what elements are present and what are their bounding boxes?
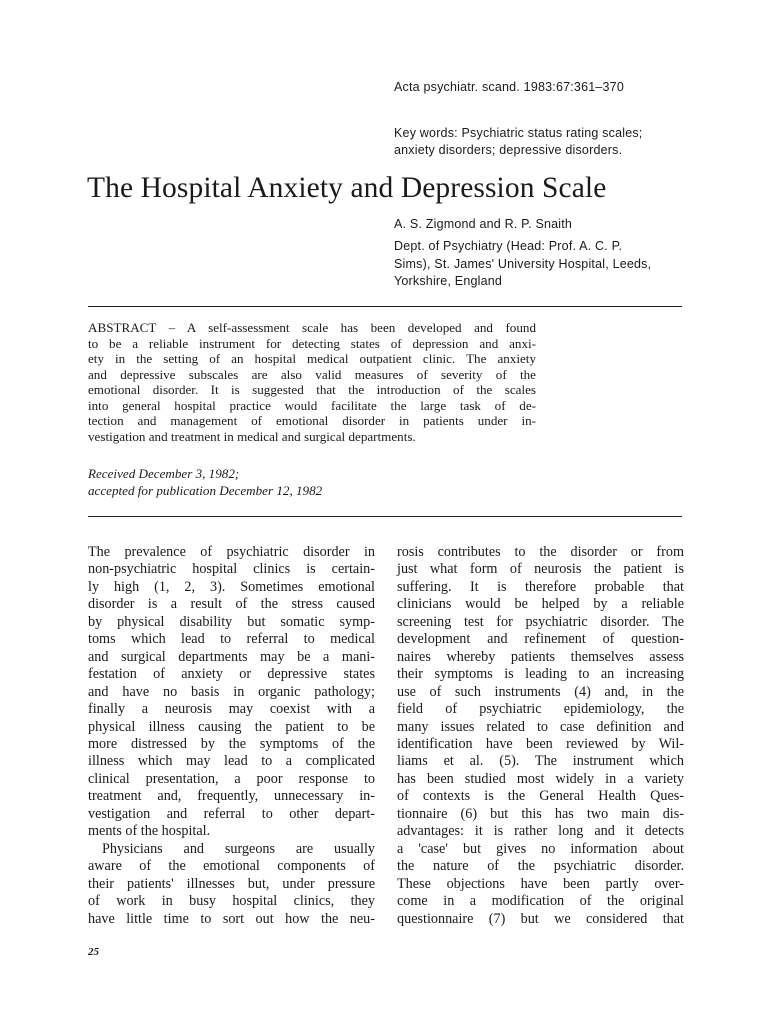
body-line: aware of the emotional components of <box>88 858 375 875</box>
body-line: festation of anxiety or depressive states <box>88 666 375 683</box>
body-line: tionnaire (6) but this has two main dis- <box>397 805 684 822</box>
body-line: and surgical departments may be a mani- <box>88 648 375 665</box>
body-line: their patients' illnesses but, under pressure <box>88 875 375 892</box>
body-line: a 'case' but gives no information about <box>397 840 684 857</box>
divider-top <box>88 306 682 307</box>
body-line: liams et al. (5). The instrument which <box>397 753 684 770</box>
body-line: ments of the hospital. <box>88 823 211 840</box>
body-line: come in a modification of the original <box>397 893 684 910</box>
body-line: suffering. It is therefore probable that <box>397 578 684 595</box>
abstract-line: vestigation and treatment in medical and surgical departments. <box>88 428 416 444</box>
paper-title: The Hospital Anxiety and Depression Scale <box>87 172 607 204</box>
body-line: clinical presentation, a poor response to <box>88 770 375 787</box>
body-line: have little time to sort out how the neu- <box>88 910 375 927</box>
body-line: use of such instruments (4) and, in the <box>397 683 684 700</box>
abstract-line: to be a reliable instrument for detecting states of depression and anxi- <box>88 335 536 351</box>
body-line: just what form of neurosis the patient is <box>397 561 684 578</box>
body-line: naires whereby patients themselves assess <box>397 648 684 665</box>
body-line: Physicians and surgeons are usually <box>102 840 375 857</box>
received-line: Received December 3, 1982; <box>88 466 240 481</box>
body-line: many issues related to case definition and <box>397 718 684 735</box>
abstract-line: ety in the setting of an hospital medical outpatient clinic. The anxiety <box>88 351 536 367</box>
abstract-line: into general hospital practice would facilitate the large task of de- <box>88 397 536 413</box>
affiliation-line: Yorkshire, England <box>394 274 503 288</box>
body-line: toms which lead to referral to medical <box>88 631 375 648</box>
body-line: development and refinement of question- <box>397 631 684 648</box>
body-column-left <box>88 544 375 928</box>
body-line: non-psychiatric hospital clinics is certain- <box>88 561 375 578</box>
body-line: of work in busy hospital clinics, they <box>88 893 375 910</box>
accepted-line: accepted for publication December 12, 1982 <box>88 482 323 498</box>
body-line: identification have been reviewed by Wil- <box>397 735 684 752</box>
abstract-line: emotional disorder. It is suggested that the introduction of the scales <box>88 382 536 398</box>
body-line: finally a neurosis may coexist with a <box>88 701 375 718</box>
body-line: illness which may lead to a complicated <box>88 753 375 770</box>
body-line: by physical disability but somatic symp- <box>88 613 375 630</box>
received-dates <box>88 466 322 499</box>
body-line: ly high (1, 2, 3). Sometimes emotional <box>88 578 375 595</box>
body-line: and have no basis in organic pathology; <box>88 683 375 700</box>
body-line: vestigation and referral to other depart- <box>88 805 375 822</box>
divider-bottom <box>88 516 682 517</box>
abstract <box>88 320 536 444</box>
body-line: rosis contributes to the disorder or from <box>397 544 684 560</box>
body-line: more distressed by the symptoms of the <box>88 735 375 752</box>
abstract-line: tection and management of emotional disorder in patients under in- <box>88 413 536 429</box>
affiliation <box>394 238 694 291</box>
body-line: clinicians would be helped by a reliable <box>397 596 684 613</box>
body-line: of contexts is the General Health Ques- <box>397 788 684 805</box>
affiliation-line: Sims), St. James' University Hospital, Leeds, <box>394 256 652 271</box>
keywords <box>394 125 694 159</box>
body-line: has been studied most widely in a variety <box>397 770 684 787</box>
abstract-line: ABSTRACT – A self-assessment scale has been developed and found <box>88 320 536 335</box>
keywords-line: Key words: Psychiatric status rating scales; <box>394 126 643 140</box>
body-line: screening test for psychiatric disorder. The <box>397 613 684 630</box>
body-line: physical illness causing the patient to be <box>88 718 375 735</box>
abstract-line: and depressive subscales are also valid measures of severity of the <box>88 366 536 382</box>
journal-citation: Acta psychiatr. scand. 1983:67:361–370 <box>394 80 624 94</box>
body-line: field of psychiatric epidemiology, the <box>397 701 684 718</box>
body-line: The prevalence of psychiatric disorder in <box>88 544 375 560</box>
authors: A. S. Zigmond and R. P. Snaith <box>394 217 573 231</box>
body-line: treatment and, frequently, unnecessary in- <box>88 788 375 805</box>
body-column-right <box>397 544 684 928</box>
body-line: disorder is a result of the stress caused <box>88 596 375 613</box>
body-line: questionnaire (7) but we considered that <box>397 910 684 927</box>
page-number: 25 <box>88 946 99 958</box>
affiliation-line: Dept. of Psychiatry (Head: Prof. A. C. P. <box>394 239 623 253</box>
body-line: advantages: it is rather long and it detects <box>397 823 684 840</box>
body-line: These objections have been partly over- <box>397 875 684 892</box>
body-line: the nature of the psychiatric disorder. <box>397 858 684 875</box>
keywords-line: anxiety disorders; depressive disorders. <box>394 143 623 157</box>
body-line: their symptoms is leading to an increasing <box>397 666 684 683</box>
